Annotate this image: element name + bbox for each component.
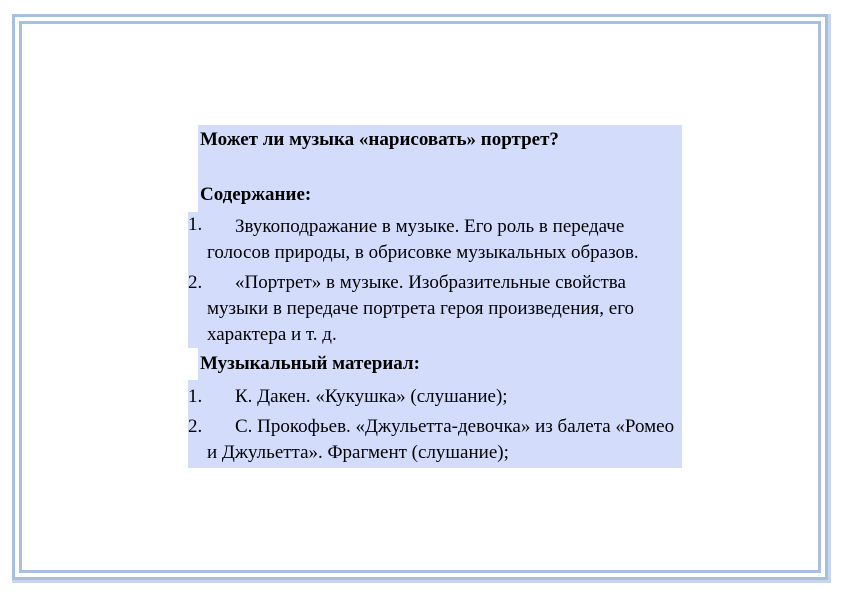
list-item-number: 2. [188,272,203,293]
list-item-number: 2. [188,416,203,437]
frame-shadow-right [828,14,831,580]
spacer [198,156,682,182]
list-item-text: К. Дакен. «Кукушка» (слушание); [235,386,508,407]
list-item-text: «Портрет» в музыке. Изобразительные свойства музыки в передаче портрета героя произведения, его характера и т. д. [207,272,635,345]
contents-heading: Содержание: [198,182,682,212]
list-item [188,266,682,348]
list-item-number: 1. [188,214,203,235]
list-item-number: 1. [188,386,203,407]
frame-shadow-bottom [12,580,831,583]
lesson-title: Может ли музыка «нарисовать» портрет? [198,125,682,156]
list-item [188,380,682,410]
list-item [188,212,682,266]
list-item-text: С. Прокофьев. «Джульетта-девочка» из балета «Ромео и Джульетта». Фрагмент (слушание); [207,416,675,463]
list-item-text: Звукоподражание в музыке. Его роль в передаче голосов природы, в обрисовке музыкальных образов. [207,216,639,263]
list-item [188,410,682,468]
lesson-content [188,125,682,468]
material-heading: Музыкальный материал: [198,348,682,380]
